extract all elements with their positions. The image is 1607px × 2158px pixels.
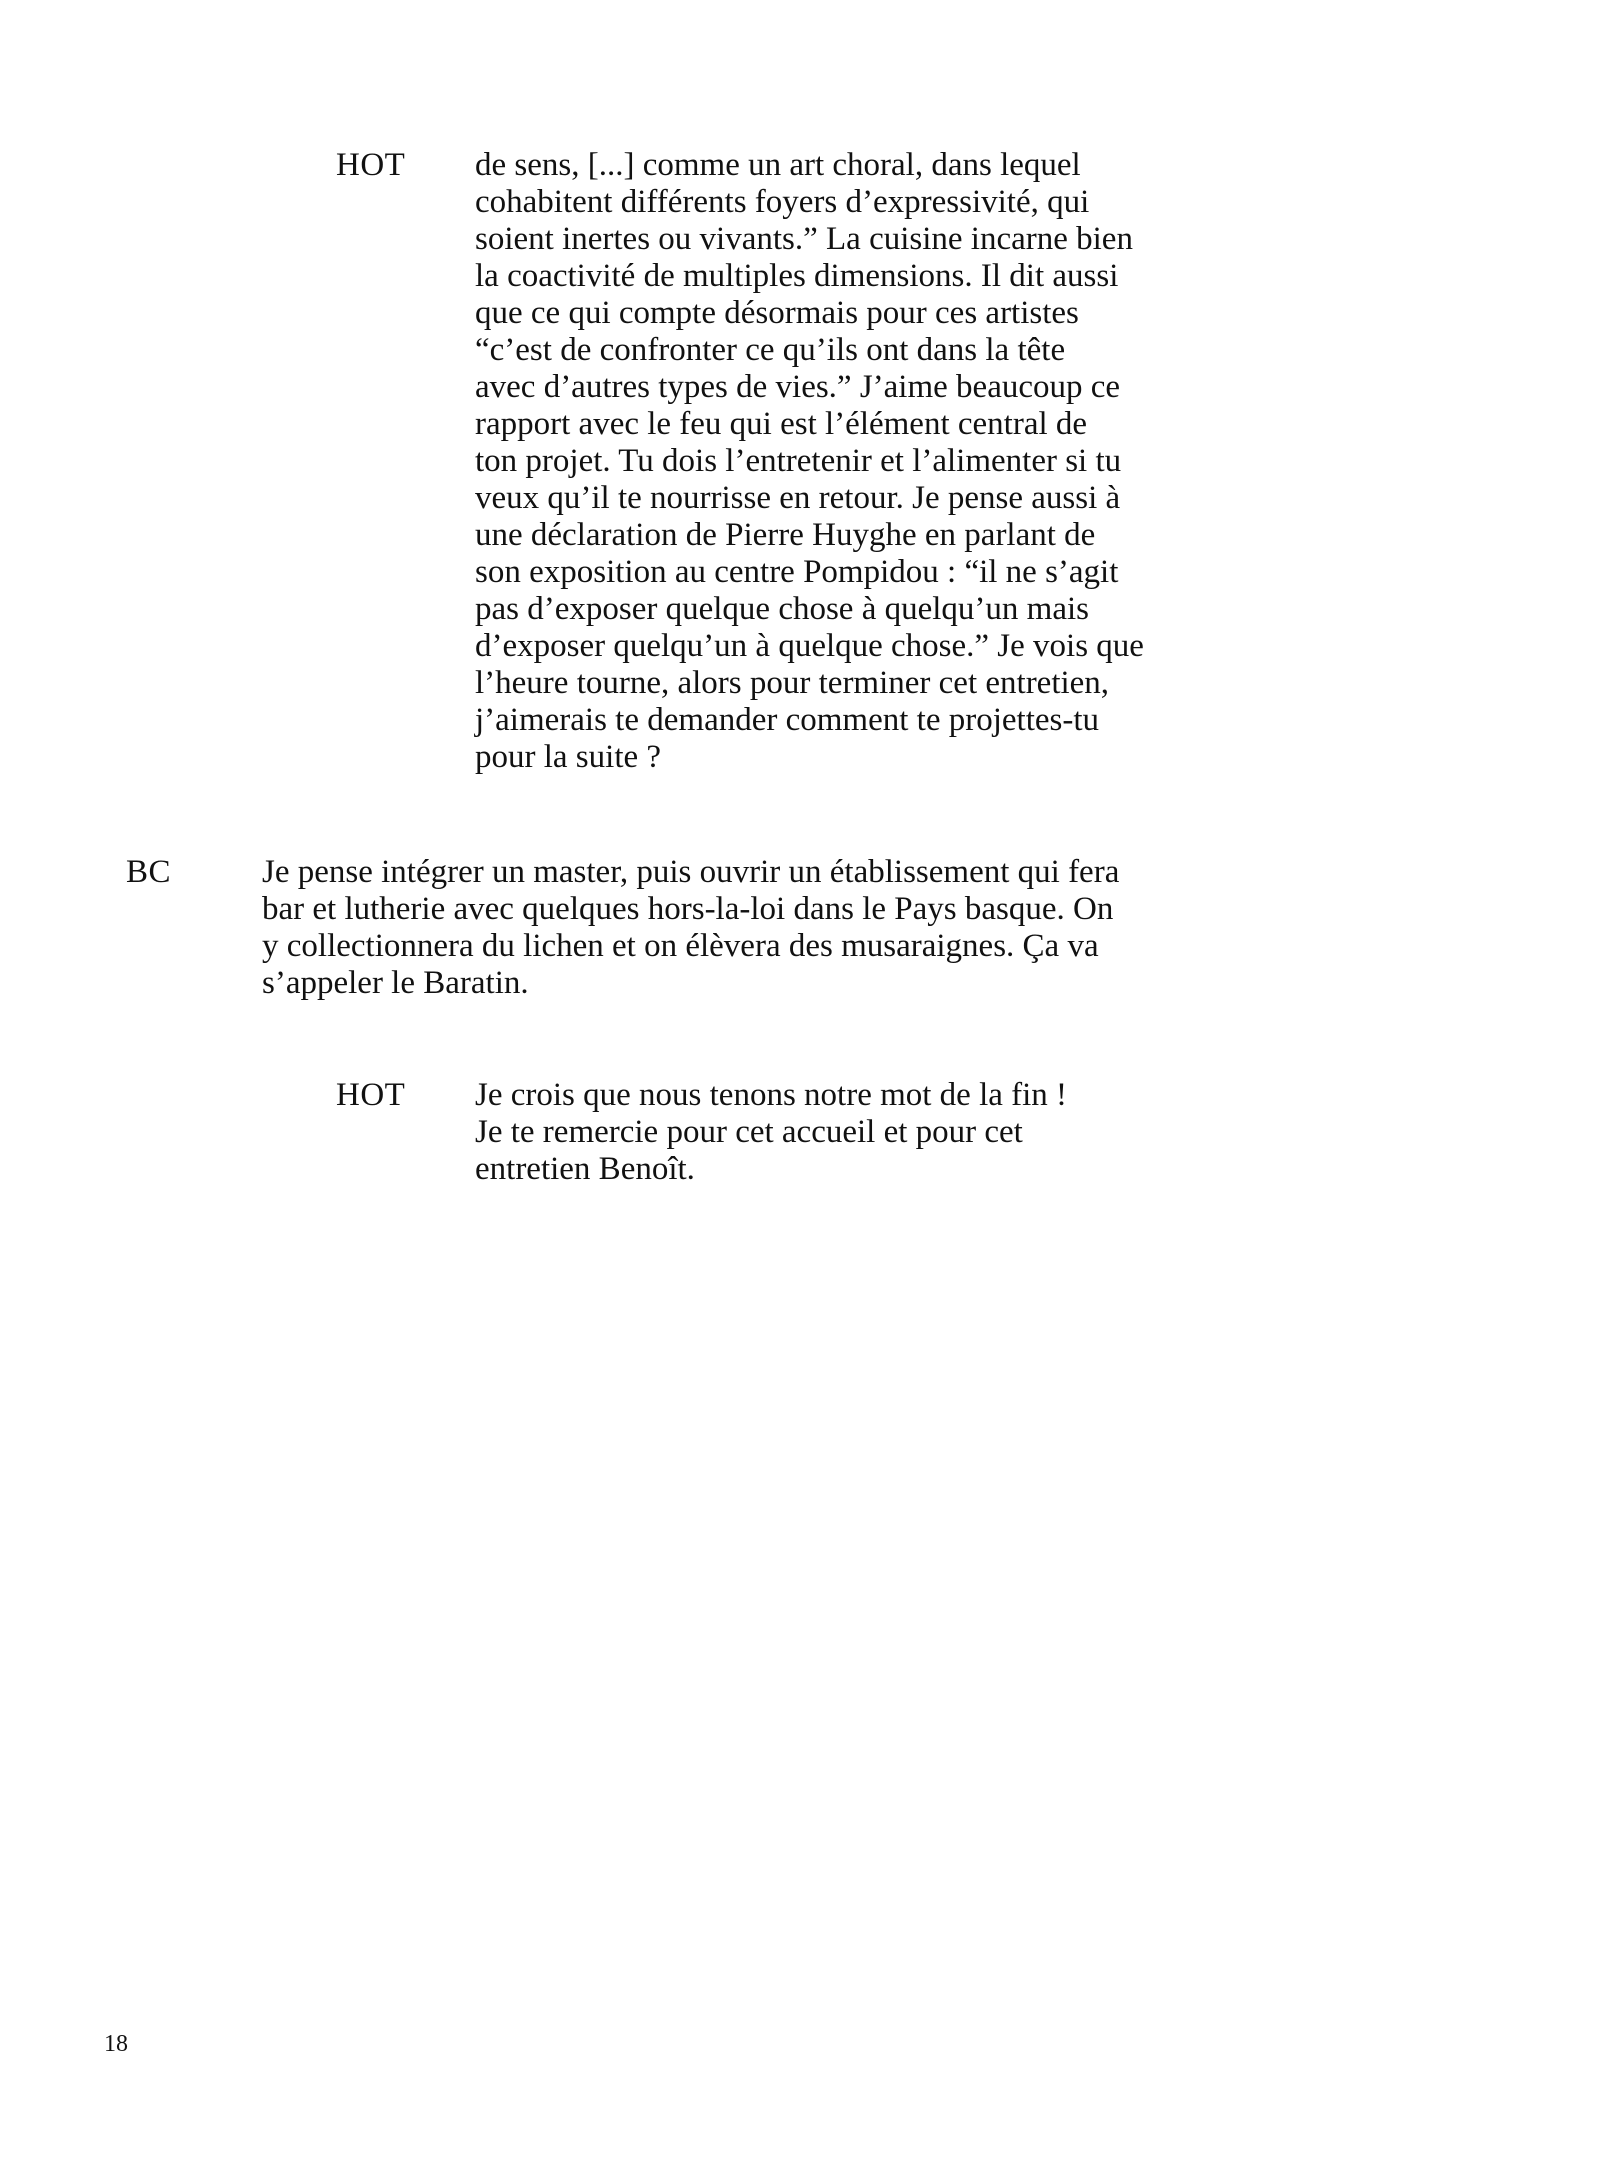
text-line: veux qu’il te nourrisse en retour. Je pense aussi à [475,480,1121,516]
text-line: Je pense intégrer un master, puis ouvrir un établissement qui fera [262,854,1120,890]
speaker-label-hot: HOT [336,147,406,183]
text-line: “c’est de confronter ce qu’ils ont dans la tête [475,332,1066,368]
text-line: cohabitent différents foyers d’expressivité, qui [475,184,1090,220]
text-line: soient inertes ou vivants.” La cuisine incarne bien [475,221,1133,257]
text-line: entretien Benoît. [475,1151,695,1187]
text-line: pas d’exposer quelque chose à quelqu’un mais [475,591,1089,627]
interviewee-answer-text [262,854,1119,1002]
text-line: Je te remercie pour cet accueil et pour cet [475,1114,1023,1150]
interviewer-question-text [475,147,1144,776]
text-line: bar et lutherie avec quelques hors-la-loi dans le Pays basque. On [262,891,1114,927]
text-line: d’exposer quelqu’un à quelque chose.” Je vois que [475,628,1144,664]
text-line: j’aimerais te demander comment te projettes-tu [475,702,1100,738]
text-line: s’appeler le Baratin. [262,965,529,1001]
text-line: rapport avec le feu qui est l’élément central de [475,406,1088,442]
text-line: ton projet. Tu dois l’entretenir et l’alimenter si tu [475,443,1122,479]
text-line: l’heure tourne, alors pour terminer cet entretien, [475,665,1110,701]
text-line: la coactivité de multiples dimensions. Il dit aussi [475,258,1119,294]
text-line: avec d’autres types de vies.” J’aime beaucoup ce [475,369,1121,405]
text-line: y collectionnera du lichen et on élèvera des musaraignes. Ça va [262,928,1099,964]
speaker-label-bc: BC [126,854,172,890]
text-line: une déclaration de Pierre Huyghe en parlant de [475,517,1096,553]
text-line: pour la suite ? [475,739,662,775]
interviewer-closing-text [475,1077,1067,1188]
speaker-label-hot: HOT [336,1077,406,1113]
text-line: son exposition au centre Pompidou : “il ne s’agit [475,554,1119,590]
text-line: que ce qui compte désormais pour ces artistes [475,295,1079,331]
text-line: Je crois que nous tenons notre mot de la fin ! [475,1077,1068,1113]
text-line: de sens, [...] comme un art choral, dans lequel [475,147,1081,183]
page-number: 18 [104,2031,128,2057]
